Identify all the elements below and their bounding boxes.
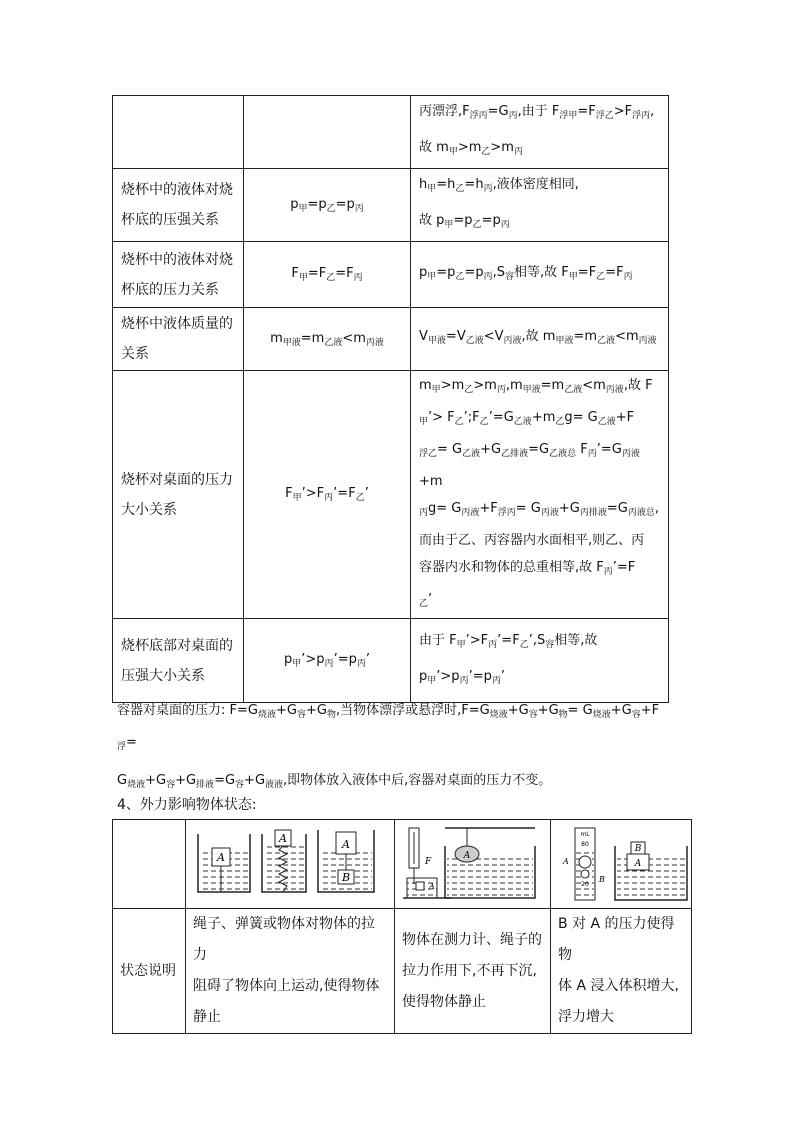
- external-force-table: [112, 819, 692, 1034]
- row-result: $p_甲=p_乙=p_丙$: [244, 169, 411, 242]
- figure-cell-3: [551, 820, 692, 909]
- row-label: 状态说明: [113, 909, 186, 1034]
- table-row: [113, 242, 669, 308]
- row-result: $F_甲=F_乙=F_丙$: [244, 242, 411, 308]
- svg-text:A: A: [563, 857, 569, 866]
- row-label: 烧杯中的液体对烧 杯底的压力关系: [113, 242, 244, 308]
- row-label: [113, 96, 244, 169]
- row-reason: $h_甲=h_乙=h_丙$,液体密度相同, 故 $p_甲=p_乙=p_丙$: [411, 169, 669, 242]
- section-heading: 4、外力影响物体状态:: [117, 797, 257, 813]
- svg-text:B: B: [599, 875, 605, 884]
- svg-text:A: A: [634, 859, 642, 869]
- description-cell: 物体在测力计、绳子的 拉力作用下,不再下沉, 使得物体静止: [395, 909, 551, 1034]
- description-cell: 绳子、弹簧或物体对物体的拉力 阻碍了物体向上运动,使得物体 静止: [186, 909, 395, 1034]
- svg-text:mL: mL: [580, 831, 590, 838]
- description-row: [113, 909, 692, 1034]
- table-row: [113, 619, 669, 703]
- row-reason: $p_甲=p_乙=p_丙,S_容$相等,故 $F_甲=F_乙=F_丙$: [411, 242, 669, 308]
- svg-text:A: A: [463, 851, 471, 861]
- figure-cell-2: [395, 820, 551, 909]
- row-result: $m_{甲液}=m_{乙液}<m_{丙液}$: [244, 308, 411, 371]
- svg-text:A: A: [279, 832, 287, 845]
- svg-text:F: F: [425, 857, 432, 867]
- svg-text:A: A: [217, 851, 225, 864]
- row-result: $p_甲’>p_丙’=p_丙$’: [244, 619, 411, 703]
- pressure-note: 容器对桌面的压力: $F=G_{烧液}+G_容+G_物$,当物体漂浮或悬浮时$,F=G_{烧液}+G_容+G_物= G_{烧液}+G_容+F$ $_浮$= $G_{烧液}+G_容+G_{排液}=G_容+G_{液液}$,即物体放入液体中后,容器对桌面的压力不变。: [117, 703, 660, 790]
- svg-text:A: A: [342, 838, 350, 851]
- spring-scale-figure: [395, 820, 550, 908]
- svg-text:A: A: [429, 882, 435, 891]
- table-row: [113, 169, 669, 242]
- figure-cell-1: [186, 820, 395, 909]
- empty-cell: [113, 820, 186, 909]
- table-row: [113, 96, 669, 169]
- row-label: 烧杯中的液体对烧 杯底的压强关系: [113, 169, 244, 242]
- row-reason: 丙漂浮$,F_{浮丙}=G_丙$,由于 $F_{浮甲}=F_{浮乙}>F_{浮丙}$, 故 $m_甲>m_乙>m_丙$: [411, 96, 669, 169]
- ball-a: [579, 856, 591, 868]
- row-reason: 由于 $F_甲’>F_丙’=F_乙’,S_容$相等,故 $p_甲’>p_丙’=p_丙$’: [411, 619, 669, 703]
- row-label: 烧杯对桌面的压力 大小关系: [113, 371, 244, 619]
- description-cell: B 对 A 的压力使得物 体 A 浸入体积增大, 浮力增大: [551, 909, 692, 1034]
- svg-text:B: B: [634, 844, 642, 854]
- row-result: $F_甲’>F_丙’=F_乙$’: [244, 371, 411, 619]
- block-a: [416, 882, 424, 890]
- svg-text:80: 80: [581, 841, 589, 848]
- ball-b: [581, 870, 589, 878]
- row-reason: $m_甲>m_乙>m_丙,m_{甲液}=m_{乙液}<m_{丙液}$,故 F $_甲$’> $F_乙’;F_乙’=G_{乙液}+m_乙g= G_{乙液}+F$ $_{浮乙}= G_{乙液}+G_{乙排液}=G_{乙液总}$ $F_丙’=G_{丙液}+m$ $_丙g= G_{丙液}+F_{浮丙}= G_{丙液}+G_{丙排液}=G_{丙液总}$, 而由于乙、丙容器内水面相平,则乙、丙 容器内水和物体的总重相等,故 $F_丙’=F$ $_乙$’: [411, 371, 669, 619]
- comparison-table: [112, 95, 669, 703]
- table-row: [113, 308, 669, 371]
- row-label: 烧杯中液体质量的 关系: [113, 308, 244, 371]
- liquid: [447, 856, 533, 896]
- row-label: 烧杯底部对桌面的 压强大小关系: [113, 619, 244, 703]
- row-result: [244, 96, 411, 169]
- svg-text:20: 20: [581, 881, 589, 888]
- figure-row: [113, 820, 692, 909]
- table-row: [113, 371, 669, 619]
- row-reason: $V_{甲液}=V_{乙液}<V_{丙液}$,故 $m_{甲液}=m_{乙液}<m_{丙液}$: [411, 308, 669, 371]
- cylinder-figure: [551, 820, 691, 908]
- string-spring-figure: [186, 820, 394, 908]
- svg-text:B: B: [341, 871, 351, 884]
